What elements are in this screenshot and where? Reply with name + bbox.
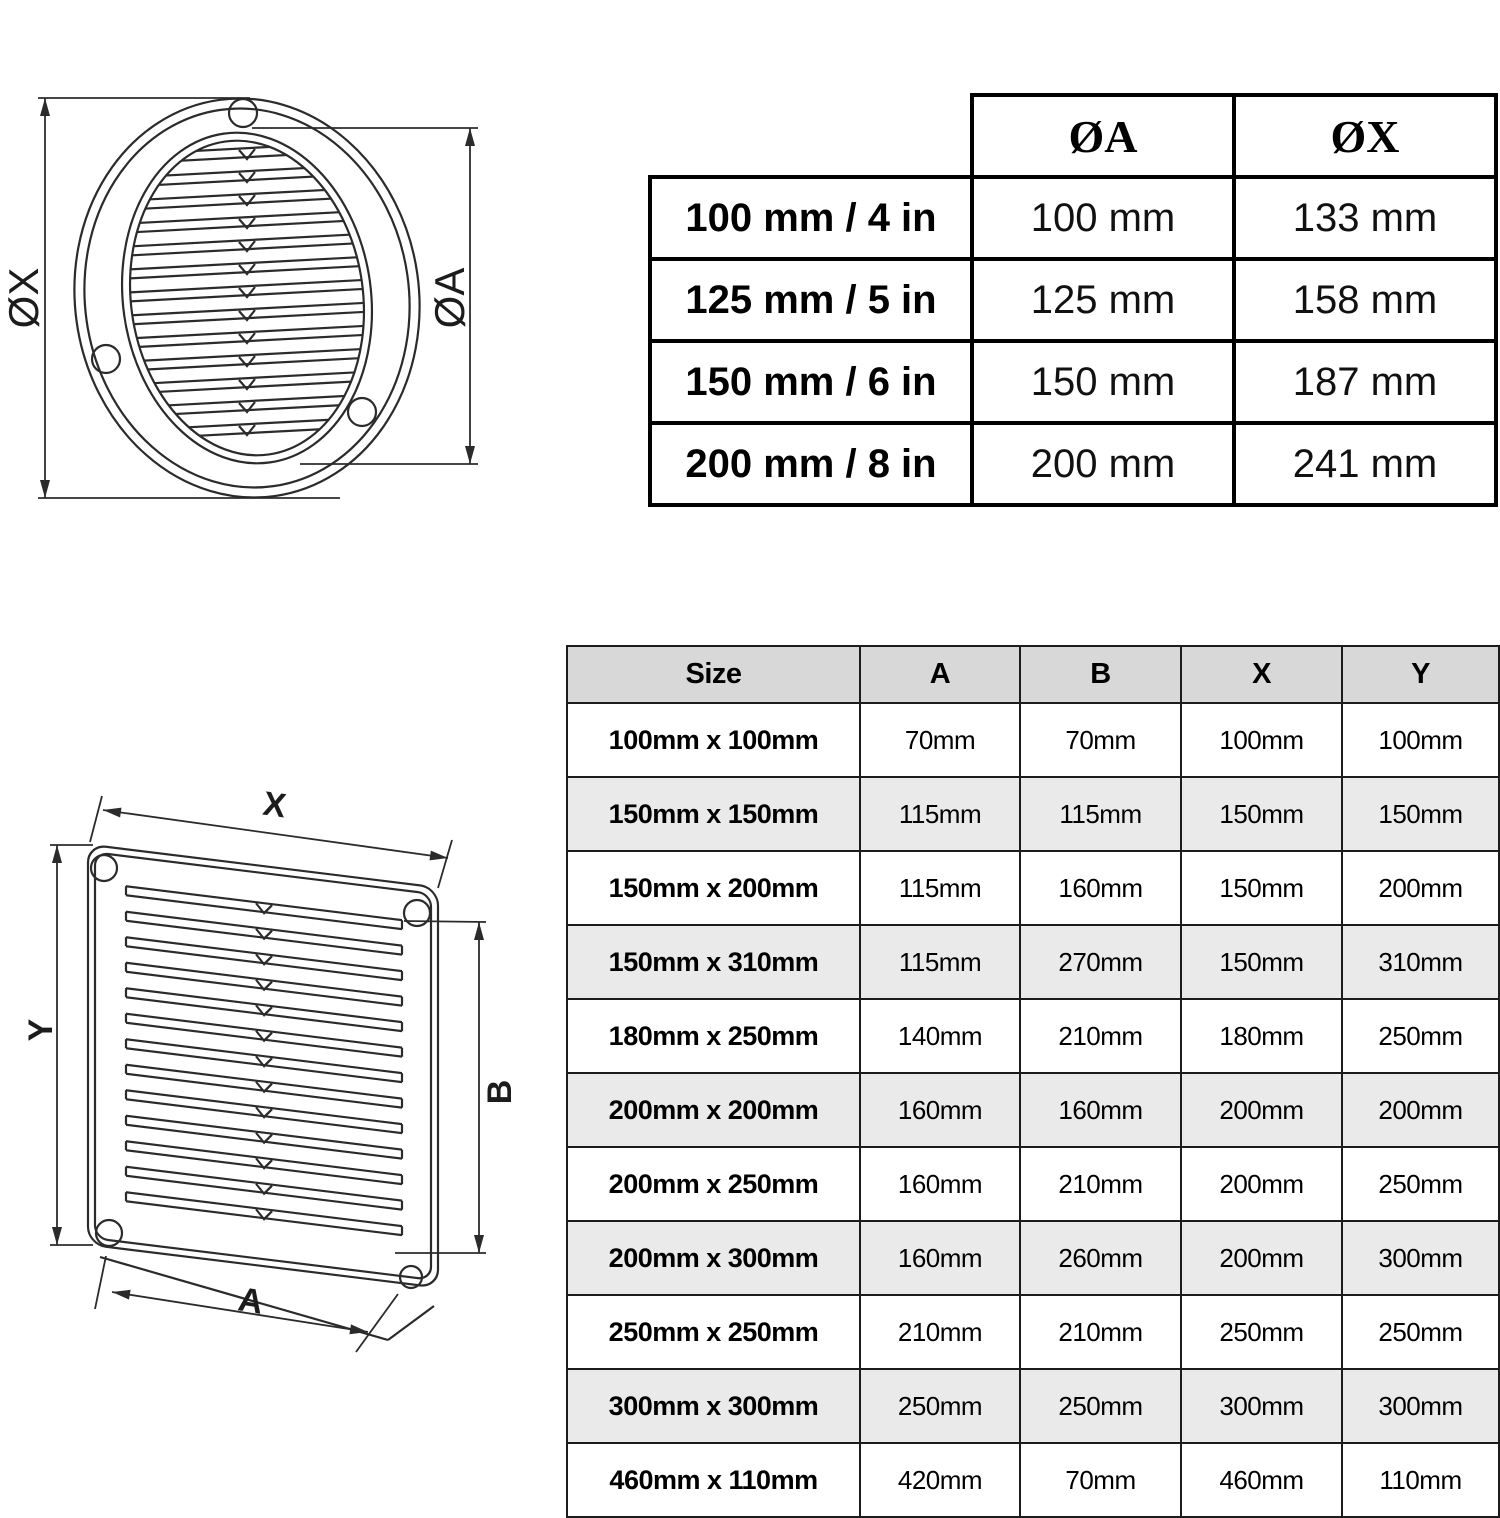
round-vent-size-table [648,93,1498,507]
dim-cell: 200mm [1342,851,1499,925]
column-header-x: X [1181,646,1342,703]
dimension-outer-diameter [0,98,340,498]
round-vent-body [49,76,445,520]
dim-cell: 200mm [1181,1073,1342,1147]
table-header-row [567,646,1499,703]
size-cell: 100mm x 100mm [567,703,860,777]
dim-cell: 115mm [860,777,1020,851]
inner-diameter-label: ØA [426,267,473,329]
round-vent-diagram [0,20,520,550]
dim-cell: 150 mm [972,341,1234,423]
column-header-ox: ØX [1234,95,1496,177]
dim-cell: 250mm [1181,1295,1342,1369]
table-row [567,703,1499,777]
dim-cell: 300mm [1342,1221,1499,1295]
table-row [567,1443,1499,1517]
size-cell: 460mm x 110mm [567,1443,860,1517]
square-table-body [567,703,1499,1517]
dim-cell: 100mm [1342,703,1499,777]
dim-cell: 210mm [1020,999,1181,1073]
table-row [567,1147,1499,1221]
dim-cell: 125 mm [972,259,1234,341]
dim-cell: 150mm [1342,777,1499,851]
dim-cell: 250mm [1020,1369,1181,1443]
outer-diameter-label: ØX [0,267,47,329]
dim-cell: 180mm [1181,999,1342,1073]
square-vent-diagram [10,760,570,1460]
size-cell: 200mm x 200mm [567,1073,860,1147]
table-row [567,1221,1499,1295]
column-header-size: Size [567,646,860,703]
dim-cell: 150mm [1181,925,1342,999]
dim-cell: 150mm [1181,851,1342,925]
dimension-b [395,921,519,1253]
column-header-a: A [860,646,1020,703]
dim-cell: 200mm [1181,1147,1342,1221]
dim-cell: 300mm [1181,1369,1342,1443]
table-row [567,777,1499,851]
table-row [650,177,1496,259]
size-cell: 250mm x 250mm [567,1295,860,1369]
dim-cell: 100 mm [972,177,1234,259]
dim-a-label: A [235,1280,266,1322]
size-cell: 150mm x 200mm [567,851,860,925]
size-cell: 150mm x 150mm [567,777,860,851]
column-header-y: Y [1342,646,1499,703]
size-cell: 150 mm / 6 in [650,341,972,423]
dim-cell: 160mm [1020,1073,1181,1147]
dim-cell: 241 mm [1234,423,1496,505]
table-row [567,1295,1499,1369]
dim-cell: 70mm [860,703,1020,777]
size-cell: 125 mm / 5 in [650,259,972,341]
square-vent-size-table [566,645,1500,1518]
dim-cell: 160mm [860,1073,1020,1147]
screw-hole [229,99,257,127]
dim-cell: 160mm [860,1221,1020,1295]
screw-hole [96,1220,122,1246]
size-cell: 300mm x 300mm [567,1369,860,1443]
table-row [567,999,1499,1073]
dim-cell: 210mm [860,1295,1020,1369]
dim-cell: 200mm [1181,1221,1342,1295]
column-header-b: B [1020,646,1181,703]
dim-cell: 250mm [1342,1295,1499,1369]
square-vent-body [88,845,438,1288]
dim-cell: 250mm [860,1369,1020,1443]
size-cell: 100 mm / 4 in [650,177,972,259]
table-row [567,1369,1499,1443]
dimension-x [90,785,452,888]
table-row [650,423,1496,505]
dim-cell: 160mm [1020,851,1181,925]
dim-y-label: Y [22,1018,60,1042]
dim-cell: 100mm [1181,703,1342,777]
screw-hole [348,398,376,426]
dim-cell: 300mm [1342,1369,1499,1443]
dim-cell: 250mm [1342,1147,1499,1221]
table-row [567,1073,1499,1147]
corner-cell [650,95,972,177]
dim-cell: 200 mm [972,423,1234,505]
dim-cell: 420mm [860,1443,1020,1517]
column-header-oa: ØA [972,95,1234,177]
dim-cell: 70mm [1020,1443,1181,1517]
table-row [650,259,1496,341]
dim-cell: 310mm [1342,925,1499,999]
table-row [650,341,1496,423]
dim-cell: 150mm [1181,777,1342,851]
dim-cell: 187 mm [1234,341,1496,423]
square-louvers [126,886,402,1236]
dim-cell: 110mm [1342,1443,1499,1517]
dim-cell: 115mm [860,851,1020,925]
dim-cell: 115mm [860,925,1020,999]
size-cell: 150mm x 310mm [567,925,860,999]
dim-cell: 70mm [1020,703,1181,777]
size-cell: 180mm x 250mm [567,999,860,1073]
dim-cell: 210mm [1020,1295,1181,1369]
size-cell: 200mm x 300mm [567,1221,860,1295]
dimension-y [22,845,93,1245]
table-header-row [650,95,1496,177]
table-row [567,925,1499,999]
dim-cell: 210mm [1020,1147,1181,1221]
dim-cell: 250mm [1342,999,1499,1073]
dim-cell: 200mm [1342,1073,1499,1147]
round-louvers [100,140,400,441]
size-cell: 200 mm / 8 in [650,423,972,505]
dim-cell: 270mm [1020,925,1181,999]
dim-cell: 140mm [860,999,1020,1073]
dim-cell: 260mm [1020,1221,1181,1295]
dim-cell: 115mm [1020,777,1181,851]
dim-cell: 460mm [1181,1443,1342,1517]
table-row [567,851,1499,925]
dim-cell: 133 mm [1234,177,1496,259]
dim-x-label: X [260,784,289,826]
dim-cell: 160mm [860,1147,1020,1221]
size-cell: 200mm x 250mm [567,1147,860,1221]
dim-cell: 158 mm [1234,259,1496,341]
dim-b-label: B [481,1079,519,1105]
